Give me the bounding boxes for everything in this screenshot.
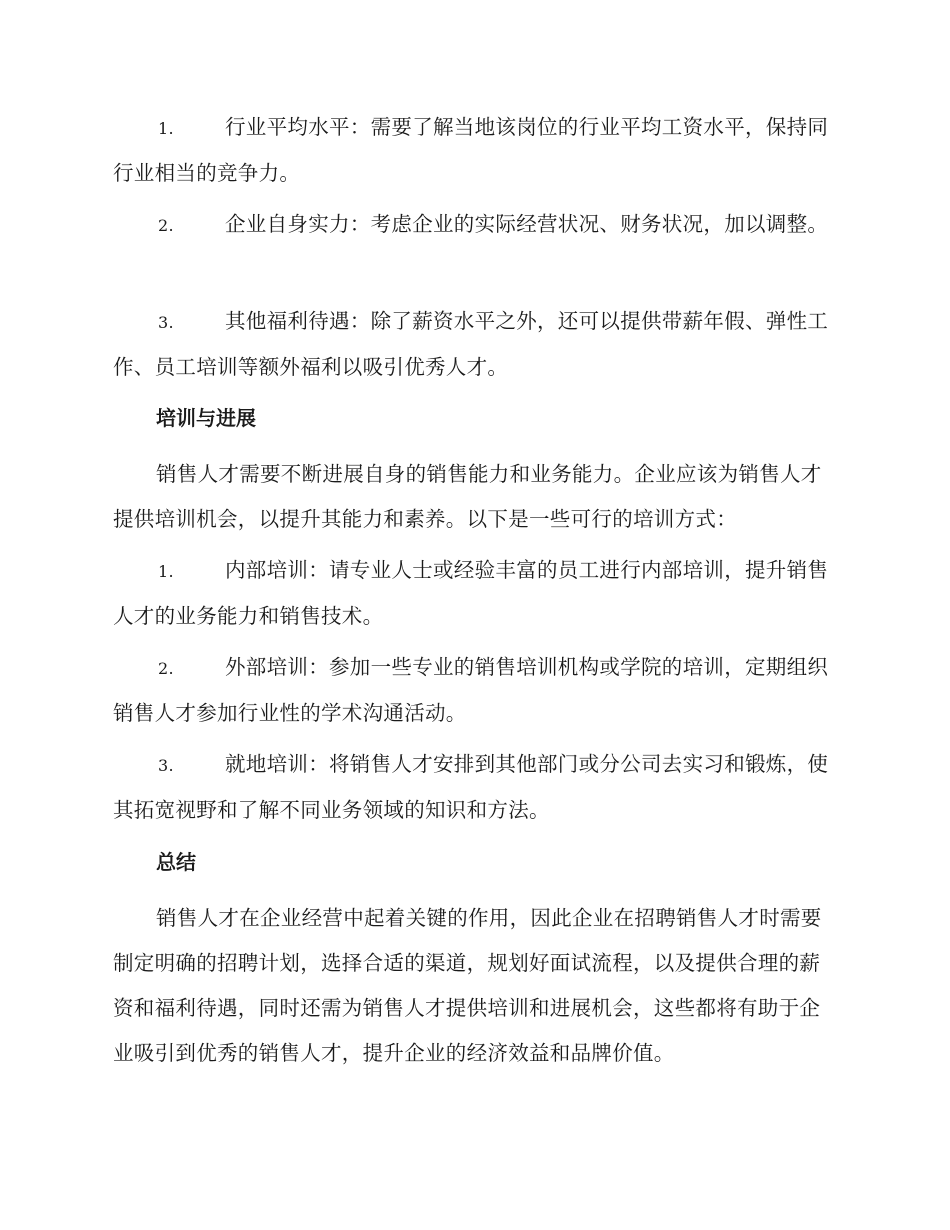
list-item-text: 外部培训：参加一些专业的销售培训机构或学院的培训，定期组织销售人才参加行业性的学术沟通活动。 xyxy=(113,655,829,725)
section-heading-training: 培训与进展 xyxy=(156,406,256,430)
training-intro-paragraph: 销售人才需要不断进展自身的销售能力和业务能力。企业应该为销售人才提供培训机会，以提升其能力和素养。以下是一些可行的培训方式： xyxy=(113,462,822,531)
list-item-number: 3. xyxy=(158,756,174,775)
list-item xyxy=(113,202,835,248)
summary-paragraph: 销售人才在企业经营中起着关键的作用，因此企业在招聘销售人才时需要制定明确的招聘计划，选择合适的渠道，规划好面试流程，以及提供合理的薪资和福利待遇，同时还需为销售人才提供培训和进展机会，这些都将有助于企业吸引到优秀的销售人才，提升企业的经济效益和品牌价值。 xyxy=(113,906,822,1065)
list-item-number: 1. xyxy=(158,119,174,138)
list-item xyxy=(113,548,835,639)
list-item-number: 2. xyxy=(158,659,174,678)
list-item xyxy=(113,105,835,196)
list-item-number: 1. xyxy=(158,562,174,581)
list-item-text: 企业自身实力：考虑企业的实际经营状况、财务状况，加以调整。 xyxy=(225,212,829,236)
list-item-number: 3. xyxy=(158,313,174,332)
list-item-text: 其他福利待遇：除了薪资水平之外，还可以提供带薪年假、弹性工作、员工培训等额外福利以吸引优秀人才。 xyxy=(113,309,829,379)
list-item-text: 就地培训：将销售人才安排到其他部门或分公司去实习和锻炼，使其拓宽视野和了解不同业务领域的知识和方法。 xyxy=(113,752,829,822)
list-item xyxy=(113,742,835,833)
list-item-text: 内部培训：请专业人士或经验丰富的员工进行内部培训，提升销售人才的业务能力和销售技术。 xyxy=(113,558,829,628)
list-item-text: 行业平均水平：需要了解当地该岗位的行业平均工资水平，保持同行业相当的竞争力。 xyxy=(113,115,829,185)
section-heading-summary: 总结 xyxy=(156,850,196,874)
list-item-number: 2. xyxy=(158,216,174,235)
list-item xyxy=(113,299,835,390)
list-item xyxy=(113,645,835,736)
